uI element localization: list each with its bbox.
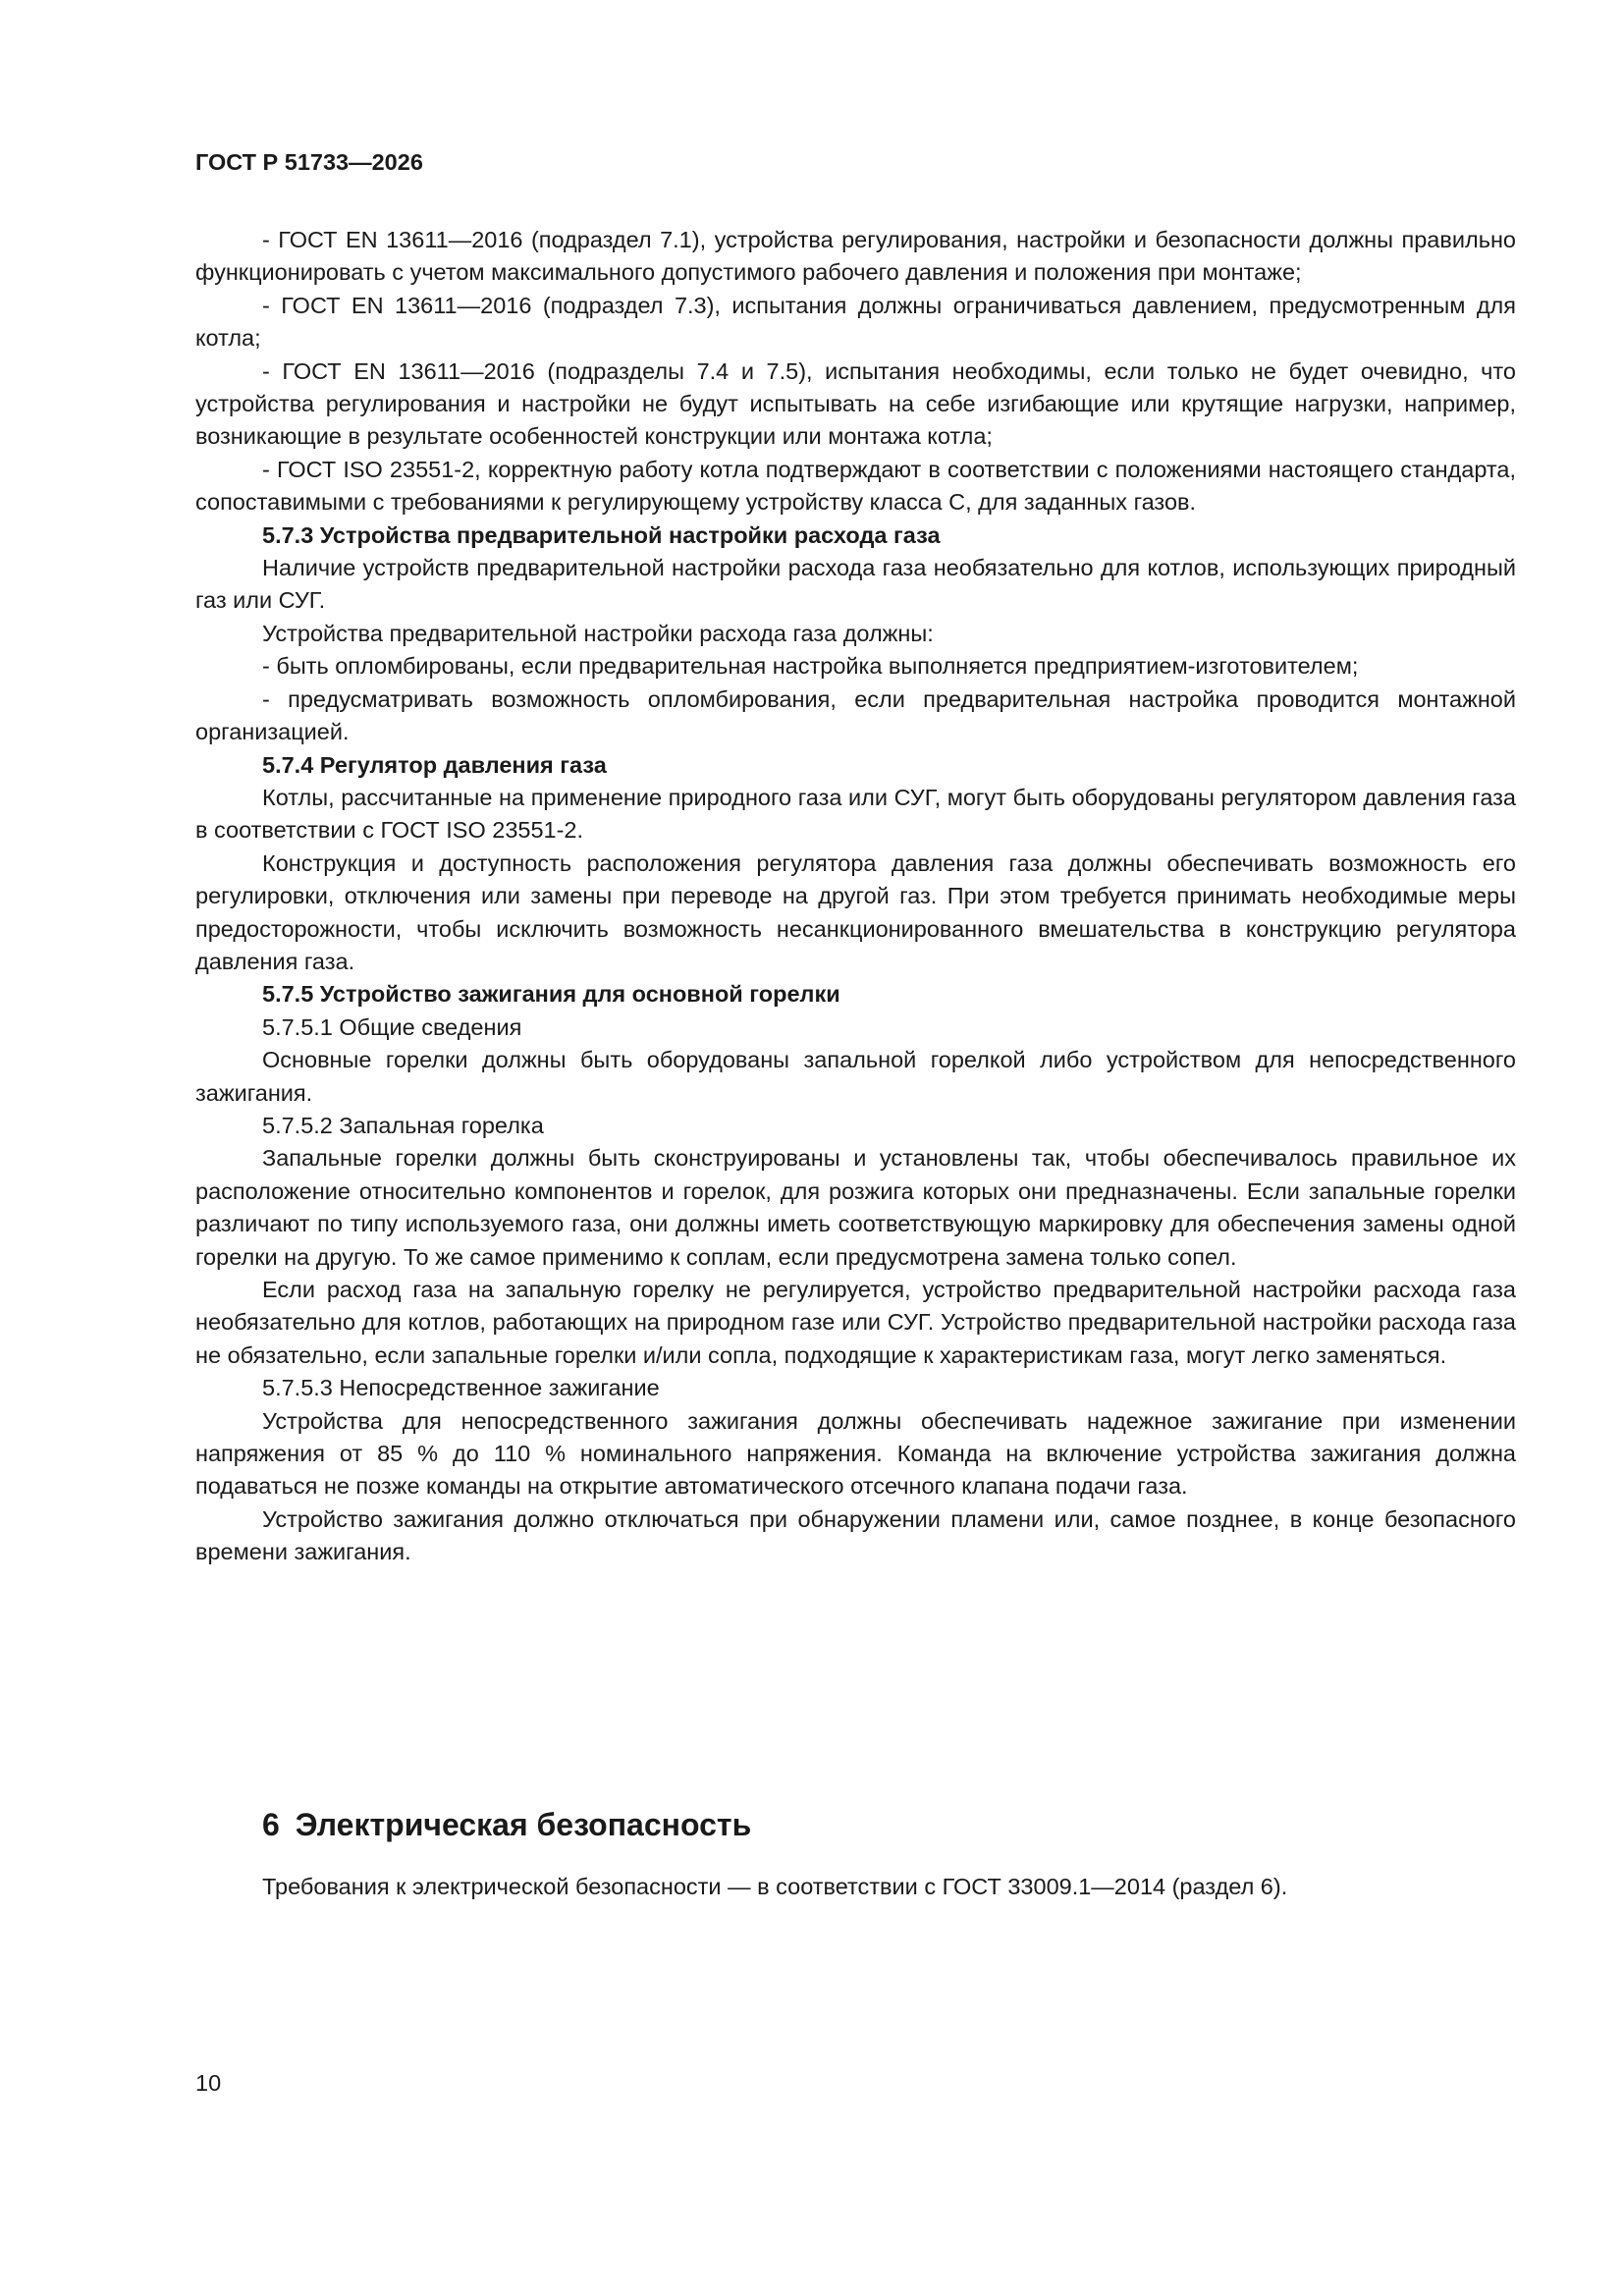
paragraph: Устройства предварительной настройки расхода газа должны:	[262, 620, 934, 646]
paragraph: - ГОСТ EN 13611—2016 (подразделы 7.4 и 7.5), испытания необходимы, если только не будет очевидно, что устройства регулирования и настройки не будут испытывать на себе изгибающие или крутящие нагрузки, например, возникающие в результате особенностей конструкции или монтажа котла;	[195, 357, 1516, 450]
page-number: 10	[195, 2070, 222, 2096]
subsection-heading: 5.7.5 Устройство зажигания для основной горелки	[262, 981, 840, 1008]
paragraph: Если расход газа на запальную горелку не регулируется, устройство предварительной настройки расхода газа необязательно для котлов, работающих на природном газе или СУГ. Устройство предварительной настройки расхода газа не обязательно, если запальные горелки и/или сопла, подходящие к характеристикам газа, могут легко заменяться.	[195, 1277, 1516, 1368]
paragraph: Конструкция и доступность расположения регулятора давления газа должны обеспечивать возможность его регулировки, отключения или замены при переводе на другой газ. При этом требуется принимать необходимые меры предосторожности, чтобы исключить возможность несанкционированного вмешательства в конструкцию регулятора давления газа.	[195, 849, 1516, 974]
section-heading	[262, 1805, 751, 1844]
paragraph: Наличие устройств предварительной настройки расхода газа необязательно для котлов, использующих природный газ или СУГ.	[195, 555, 1516, 614]
document-code-header: ГОСТ Р 51733—2026	[195, 149, 423, 175]
subsection-heading: 5.7.4 Регулятор давления газа	[262, 751, 607, 778]
paragraph: Основные горелки должны быть оборудованы запальной горелкой либо устройством для непосредственного зажигания.	[195, 1047, 1516, 1106]
paragraph: Устройства для непосредственного зажигания должны обеспечивать надежное зажигание при изменении напряжения от 85 % до 110 % номинального напряжения. Команда на включение устройства зажигания должна подаваться не позже команды на открытие автоматического отсечного клапана подачи газа.	[195, 1407, 1516, 1500]
paragraph: - ГОСТ EN 13611—2016 (подраздел 7.3), испытания должны ограничиваться давлением, предусмотренным для котла;	[195, 292, 1516, 352]
subsection-heading: 5.7.3 Устройства предварительной настройки расхода газа	[262, 521, 941, 548]
document-body	[195, 224, 1516, 1569]
clause-heading: 5.7.5.2 Запальная горелка	[262, 1112, 544, 1138]
paragraph: - ГОСТ EN 13611—2016 (подраздел 7.1), устройства регулирования, настройки и безопасности должны правильно функционировать с учетом максимального допустимого рабочего давления и положения при монтаже;	[195, 227, 1516, 286]
section-number: 6	[262, 1807, 280, 1842]
paragraph: Запальные горелки должны быть сконструированы и установлены так, чтобы обеспечивалось правильное их расположение относительно компонентов и горелок, для розжига которых они предназначены. Если запальные горелки различают по типу используемого газа, они должны иметь соответствующую маркировку для обеспечения замены одной горелки на другую. То же самое применимо к соплам, если предусмотрена замена только сопел.	[195, 1145, 1516, 1270]
clause-heading: 5.7.5.1 Общие сведения	[262, 1013, 522, 1040]
paragraph: Котлы, рассчитанные на применение природного газа или СУГ, могут быть оборудованы регулятором давления газа в соответствии с ГОСТ ISO 23551-2.	[195, 784, 1516, 844]
clause-heading: 5.7.5.3 Непосредственное зажигание	[262, 1375, 660, 1401]
paragraph: - быть опломбированы, если предварительная настройка выполняется предприятием-изготовителем;	[262, 653, 1359, 680]
section-title: Электрическая безопасность	[295, 1807, 752, 1842]
paragraph: Устройство зажигания должно отключаться при обнаружении пламени или, самое позднее, в конце безопасного времени зажигания.	[195, 1505, 1516, 1565]
paragraph: - предусматривать возможность опломбирования, если предварительная настройка проводится монтажной организацией.	[195, 685, 1516, 745]
paragraph: - ГОСТ ISO 23551-2, корректную работу котла подтверждают в соответствии с положениями настоящего стандарта, сопоставимыми с требованиями к регулирующему устройству класса С, для заданных газов.	[195, 456, 1516, 516]
section-paragraph: Требования к электрической безопасности — в соответствии с ГОСТ 33009.1—2014 (раздел 6).	[262, 1874, 1288, 1899]
